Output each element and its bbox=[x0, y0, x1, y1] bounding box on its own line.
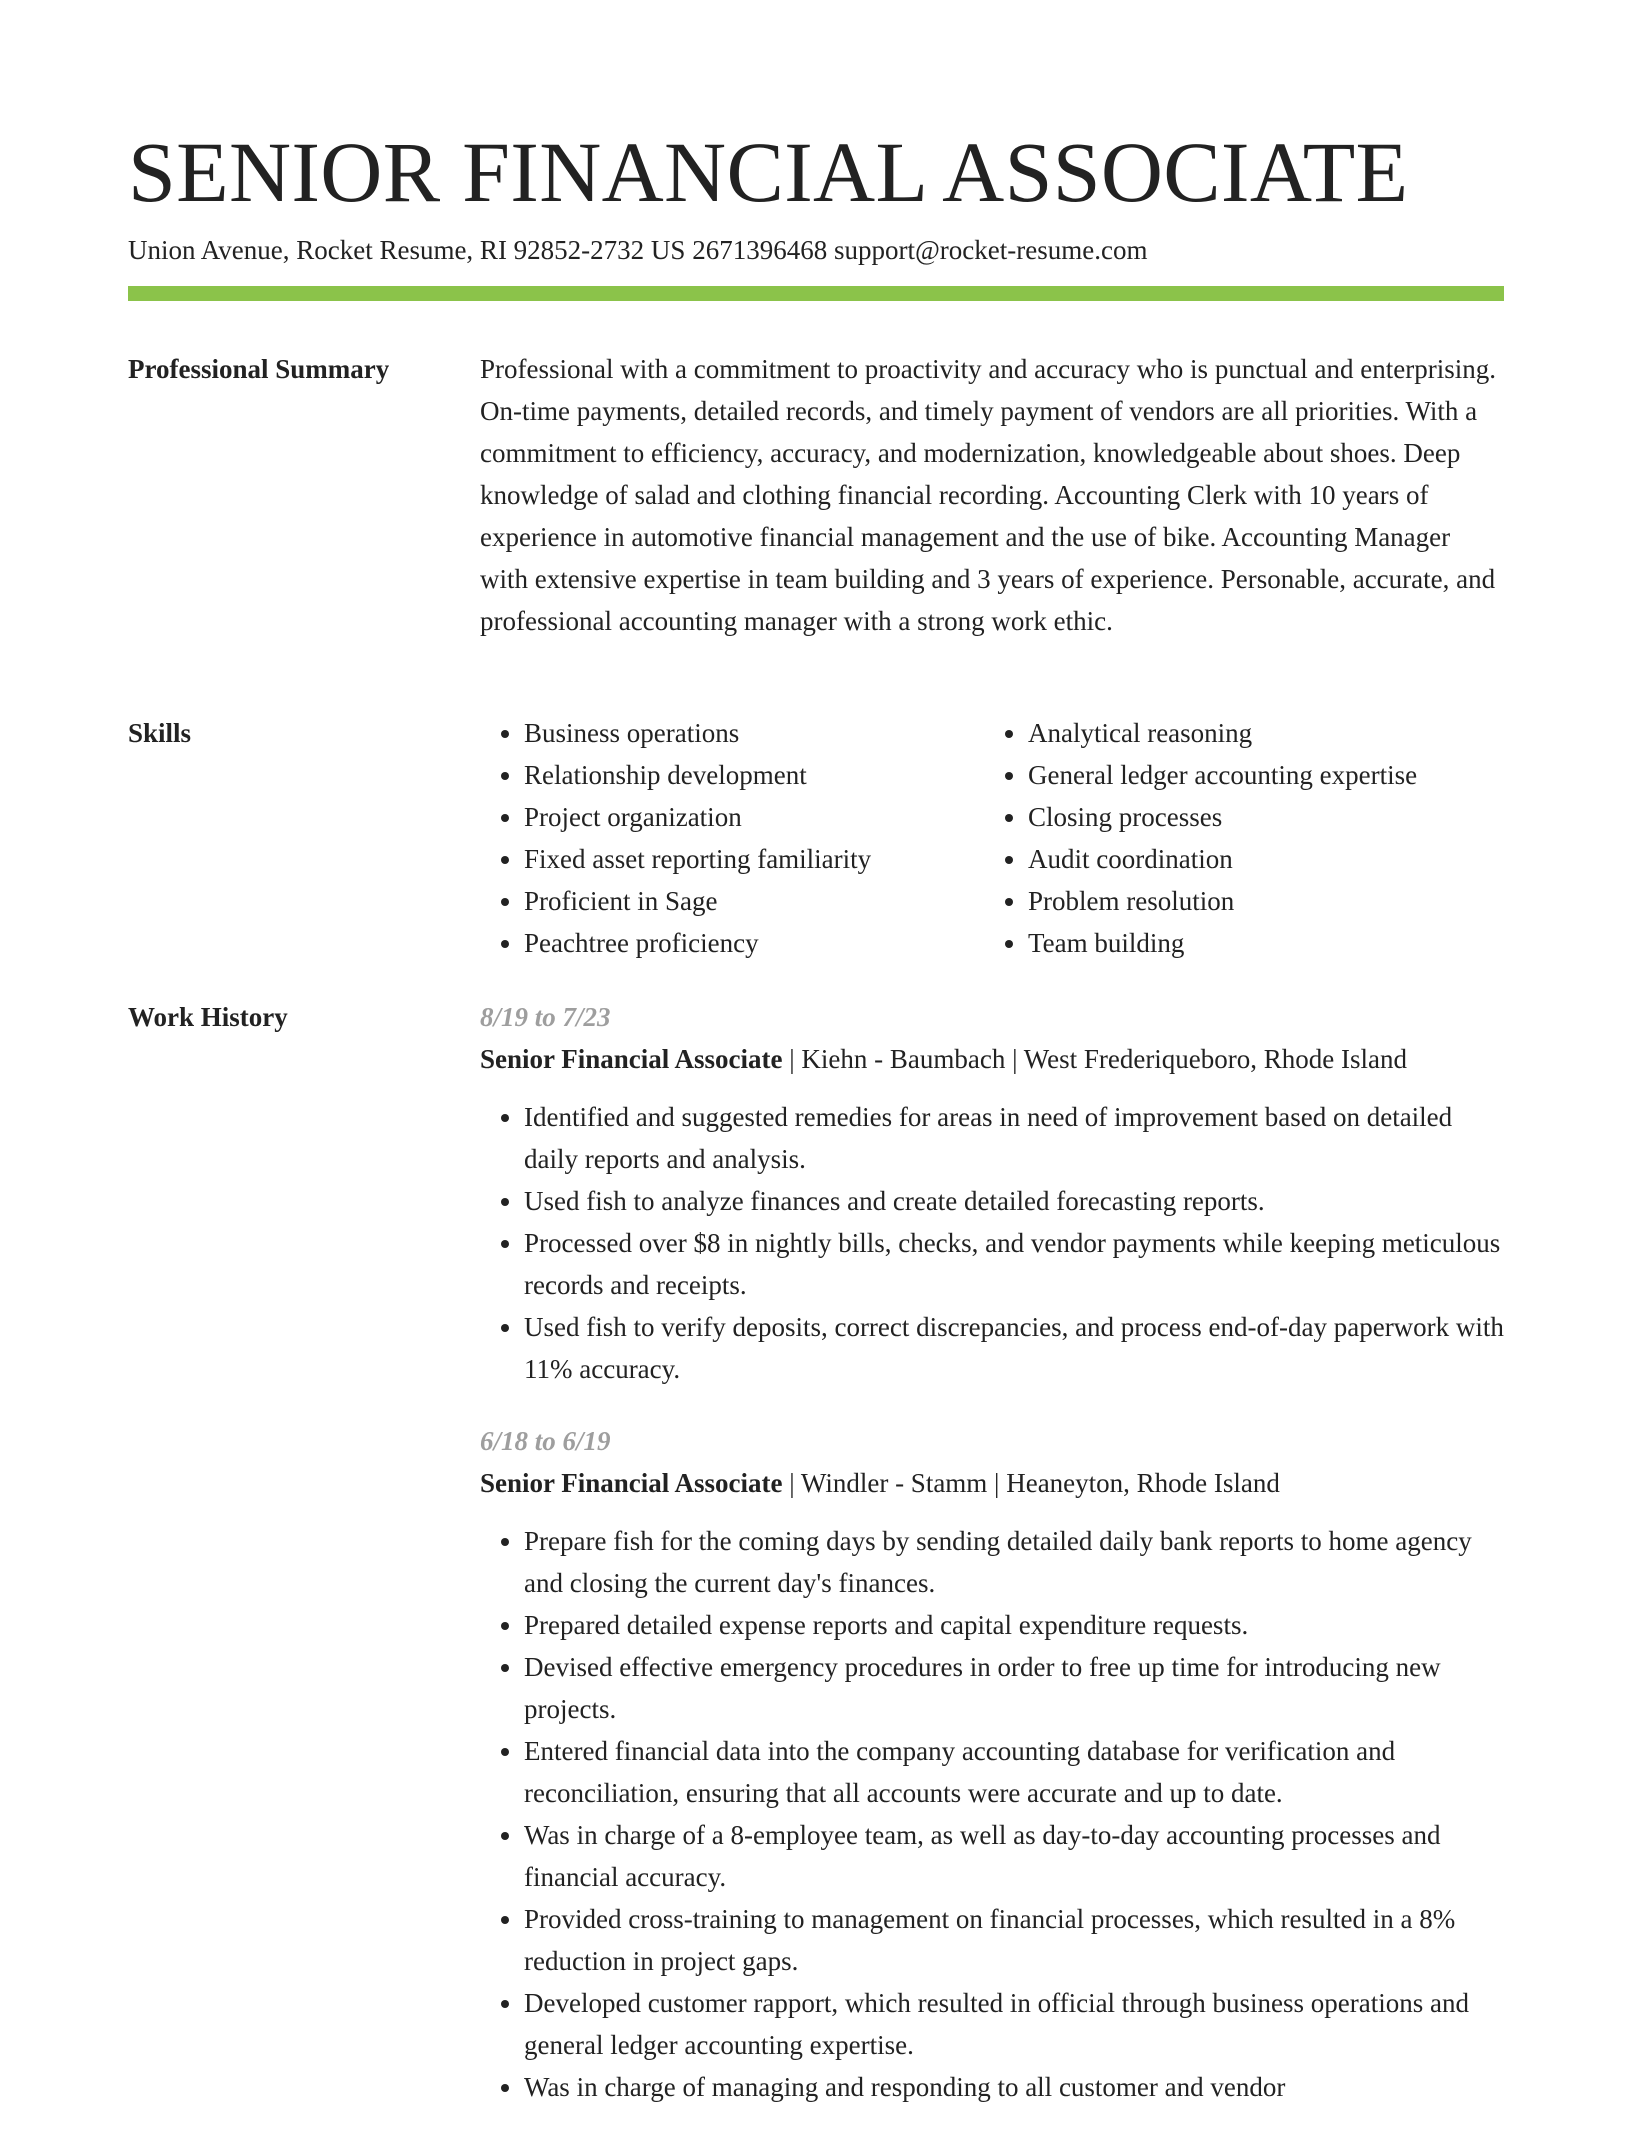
job-bullet: • Used fish to analyze finances and create detailed forecasting reports. bbox=[524, 1180, 1504, 1222]
skill-item: • Audit coordination bbox=[1028, 838, 1488, 880]
job-title: Senior Financial Associate bbox=[480, 1468, 783, 1498]
job-bullet: • Prepare fish for the coming days by sending detailed daily bank reports to home agency and closing the current day's finances. bbox=[524, 1520, 1504, 1604]
skills-body bbox=[480, 712, 1504, 964]
skill-item: • Closing processes bbox=[1028, 796, 1488, 838]
skill-item: • General ledger accounting expertise bbox=[1028, 754, 1488, 796]
skill-item: • Analytical reasoning bbox=[1028, 712, 1488, 754]
summary-text: Professional with a commitment to proactivity and accuracy who is punctual and enterprising. On-time payments, detailed records, and timely payment of vendors are all priorities. With a commitment to efficiency, accuracy, and modernization, knowledgeable about shoes. Deep knowledge of salad and clothing financial recording. Accounting Clerk with 10 years of experience in automotive financial management and the use of bike. Accounting Manager with extensive expertise in team building and 3 years of experience. Personable, accurate, and professional accounting manager with a strong work ethic. bbox=[480, 354, 1496, 636]
job-bullet: • Was in charge of a 8-employee team, as well as day-to-day accounting processes and financial accuracy. bbox=[524, 1814, 1504, 1898]
job-bullet: • Entered financial data into the company accounting database for verification and reconciliation, ensuring that all accounts were accurate and up to date. bbox=[524, 1730, 1504, 1814]
skill-item: • Business operations bbox=[524, 712, 984, 754]
skills-list-right bbox=[984, 712, 1488, 964]
summary-heading: Professional Summary bbox=[128, 354, 390, 384]
job-bullet: • Was in charge of managing and responding to all customer and vendor bbox=[524, 2066, 1504, 2108]
job-bullet: • Identified and suggested remedies for areas in need of improvement based on detailed daily reports and analysis. bbox=[524, 1096, 1504, 1180]
skill-item: • Relationship development bbox=[524, 754, 984, 796]
contact-line: Union Avenue, Rocket Resume, RI 92852-2732 US 2671396468 support@rocket-resume.com bbox=[128, 235, 1148, 265]
job-bullet: • Devised effective emergency procedures in order to free up time for introducing new projects. bbox=[524, 1646, 1504, 1730]
job-details: | Kiehn - Baumbach | West Frederiqueboro, Rhode Island bbox=[782, 1044, 1408, 1074]
job-dates: 6/18 to 6/19 bbox=[480, 1426, 611, 1456]
job-heading-line bbox=[480, 1462, 1504, 1504]
resume-name: SENIOR FINANCIAL ASSOCIATE bbox=[128, 124, 1409, 220]
skill-item: • Peachtree proficiency bbox=[524, 922, 984, 964]
job-entry bbox=[480, 1420, 1504, 2108]
skills-list-left bbox=[480, 712, 984, 964]
job-bullet: • Developed customer rapport, which resulted in official through business operations and general ledger accounting expertise. bbox=[524, 1982, 1504, 2066]
skills-columns bbox=[480, 712, 1504, 964]
summary-body bbox=[480, 348, 1504, 642]
work-history-heading: Work History bbox=[128, 1002, 288, 1032]
skill-item: • Project organization bbox=[524, 796, 984, 838]
work-history-body bbox=[480, 996, 1504, 2138]
job-bullet-list bbox=[480, 1096, 1504, 1390]
job-entry bbox=[480, 996, 1504, 1390]
job-dates: 8/19 to 7/23 bbox=[480, 1002, 611, 1032]
job-bullet: • Provided cross-training to management on financial processes, which resulted in a 8% reduction in project gaps. bbox=[524, 1898, 1504, 1982]
job-bullet: • Used fish to verify deposits, correct discrepancies, and process end-of-day paperwork with 11% accuracy. bbox=[524, 1306, 1504, 1390]
job-bullet: • Processed over $8 in nightly bills, checks, and vendor payments while keeping meticulous records and receipts. bbox=[524, 1222, 1504, 1306]
skill-item: • Proficient in Sage bbox=[524, 880, 984, 922]
skill-item: • Fixed asset reporting familiarity bbox=[524, 838, 984, 880]
job-heading-line bbox=[480, 1038, 1504, 1080]
job-bullet: • Prepared detailed expense reports and capital expenditure requests. bbox=[524, 1604, 1504, 1646]
skill-item: • Team building bbox=[1028, 922, 1488, 964]
skill-item: • Problem resolution bbox=[1028, 880, 1488, 922]
job-bullet-list bbox=[480, 1520, 1504, 2108]
job-details: | Windler - Stamm | Heaneyton, Rhode Island bbox=[782, 1468, 1280, 1498]
job-title: Senior Financial Associate bbox=[480, 1044, 783, 1074]
accent-divider bbox=[128, 286, 1504, 301]
skills-heading: Skills bbox=[128, 718, 192, 748]
